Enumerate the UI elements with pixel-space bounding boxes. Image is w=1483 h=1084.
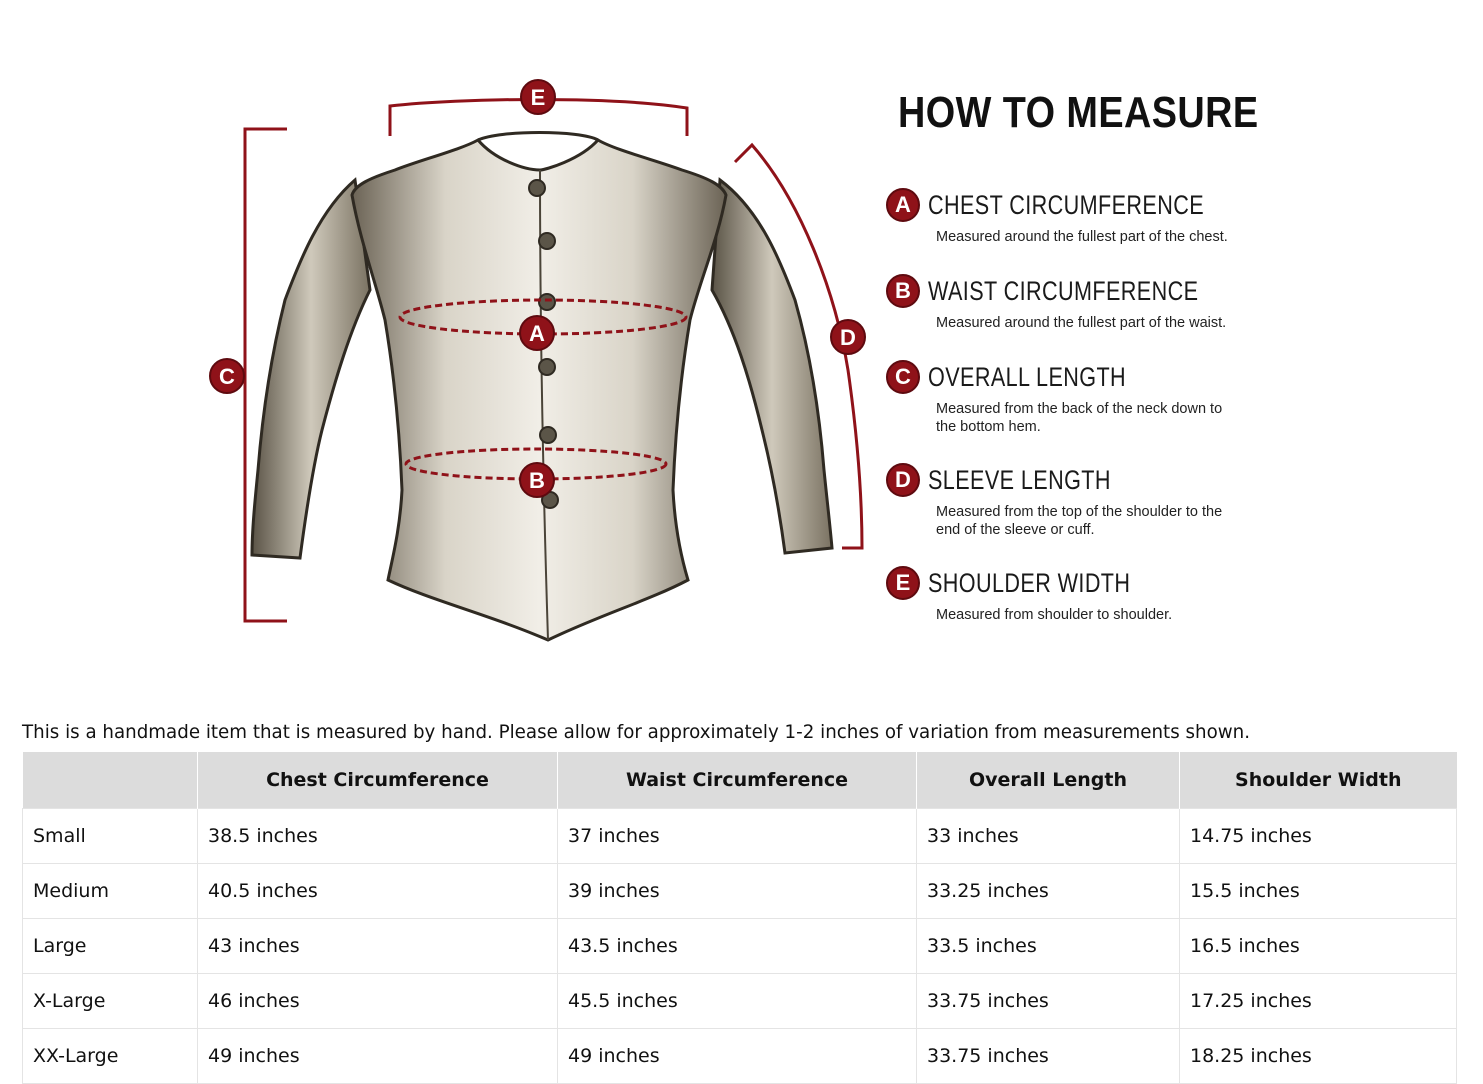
length-cell: 33.25 inches (917, 864, 1180, 919)
waist-cell: 43.5 inches (558, 919, 917, 974)
legend-badge-d: D (886, 463, 920, 497)
shoulder-cell: 15.5 inches (1180, 864, 1457, 919)
size-cell: X-Large (23, 974, 198, 1029)
jacket-illustration (0, 0, 880, 700)
shoulder-cell: 18.25 inches (1180, 1029, 1457, 1084)
legend-item-title: SHOULDER WIDTH (928, 568, 1131, 598)
header-chest: Chest Circumference (198, 752, 558, 809)
legend-title: HOW TO MEASURE (898, 88, 1259, 137)
legend-item-title: CHEST CIRCUMFERENCE (928, 190, 1205, 220)
label-b-badge (520, 463, 554, 497)
size-cell: Medium (23, 864, 198, 919)
length-cell: 33 inches (917, 809, 1180, 864)
legend-item-desc: Measured from the top of the shoulder to the end of the sleeve or cuff. (936, 504, 1223, 538)
right-sleeve (712, 180, 832, 553)
legend-badge-c: C (886, 360, 920, 394)
label-c-text: C (219, 364, 235, 389)
label-c-badge (210, 359, 244, 393)
label-e-text: E (530, 85, 546, 110)
table-row (23, 864, 1457, 919)
size-cell: Small (23, 809, 198, 864)
table-header-row (23, 752, 1457, 809)
jacket-button (540, 427, 556, 443)
legend-item-desc: Measured around the fullest part of the waist. (936, 315, 1227, 331)
length-cell: 33.75 inches (917, 974, 1180, 1029)
jacket-body (352, 140, 726, 640)
jacket-button (539, 233, 555, 249)
table-row (23, 974, 1457, 1029)
chest-cell: 49 inches (198, 1029, 558, 1084)
header-length: Overall Length (917, 752, 1180, 809)
collar (478, 133, 598, 141)
size-cell: Large (23, 919, 198, 974)
size-cell: XX-Large (23, 1029, 198, 1084)
legend-badge-b: B (886, 274, 920, 308)
waist-cell: 39 inches (558, 864, 917, 919)
table-row (23, 919, 1457, 974)
length-cell: 33.5 inches (917, 919, 1180, 974)
waist-cell: 49 inches (558, 1029, 917, 1084)
jacket-button (539, 294, 555, 310)
shoulder-cell: 16.5 inches (1180, 919, 1457, 974)
label-b-text: B (529, 468, 545, 493)
legend-item-desc: Measured around the fullest part of the chest. (936, 229, 1228, 245)
length-cell: 33.75 inches (917, 1029, 1180, 1084)
shoulder-cell: 14.75 inches (1180, 809, 1457, 864)
table-row (23, 1029, 1457, 1084)
size-chart-table (22, 752, 1457, 1084)
label-a-badge (520, 316, 554, 350)
jacket-button (539, 359, 555, 375)
waist-cell: 45.5 inches (558, 974, 917, 1029)
chest-cell: 38.5 inches (198, 809, 558, 864)
legend-item-title: SLEEVE LENGTH (928, 465, 1111, 495)
header-shoulder: Shoulder Width (1180, 752, 1457, 809)
legend-item-desc: Measured from the back of the neck down to the bottom hem. (936, 401, 1223, 435)
header-size (23, 752, 198, 809)
jacket-button (529, 180, 545, 196)
label-a-text: A (529, 321, 545, 346)
label-d-text: D (840, 325, 856, 350)
legend-badge-a: A (886, 188, 920, 222)
chest-cell: 43 inches (198, 919, 558, 974)
chest-cell: 40.5 inches (198, 864, 558, 919)
legend-badge-e: E (886, 566, 920, 600)
label-d-badge (831, 320, 865, 354)
variation-note: This is a handmade item that is measured by hand. Please allow for approximately 1-2 inches of variation from measurements shown. (22, 721, 1251, 743)
table-row (23, 809, 1457, 864)
legend-item-title: OVERALL LENGTH (928, 362, 1127, 392)
waist-cell: 37 inches (558, 809, 917, 864)
left-sleeve (252, 180, 370, 558)
label-e-badge (521, 80, 555, 114)
shoulder-cell: 17.25 inches (1180, 974, 1457, 1029)
legend-item-desc: Measured from shoulder to shoulder. (936, 607, 1173, 623)
legend-item-title: WAIST CIRCUMFERENCE (928, 276, 1199, 306)
header-waist: Waist Circumference (558, 752, 917, 809)
chest-cell: 46 inches (198, 974, 558, 1029)
